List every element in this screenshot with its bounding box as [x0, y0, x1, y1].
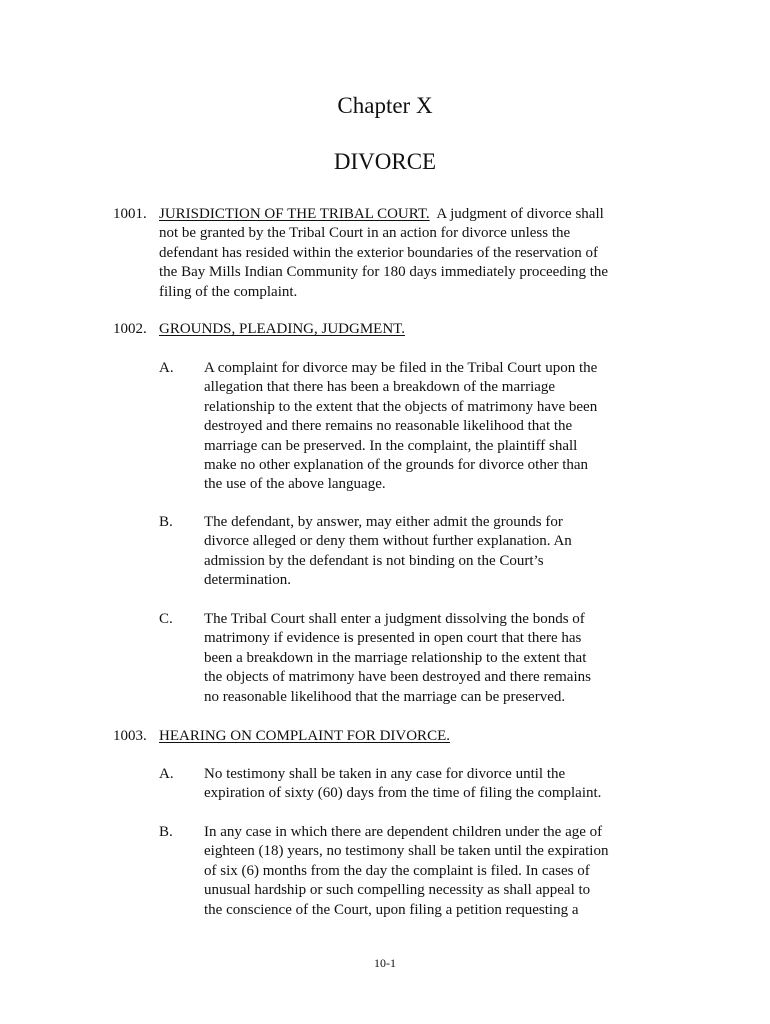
section-1001-body: [159, 205, 664, 302]
paragraph-line: allegation that there has been a breakdown of the marriage: [204, 379, 556, 396]
page-number: 10-1: [374, 956, 396, 970]
section-1001-line: defendant has resided within the exterior boundaries of the reservation of: [159, 244, 599, 261]
paragraph-1002-b: [204, 513, 664, 591]
paragraph-line: The Tribal Court shall enter a judgment dissolving the bonds of: [204, 611, 585, 627]
paragraph-line: destroyed and there remains no reasonable likelihood that the: [204, 418, 573, 435]
paragraph-line: admission by the defendant is not binding on the Court’s: [204, 552, 544, 569]
paragraph-line: expiration of sixty (60) days from the time of filing the complaint.: [204, 785, 602, 802]
chapter-subtitle: DIVORCE: [333, 149, 437, 174]
section-1001-line: not be granted by the Tribal Court in an action for divorce unless the: [159, 225, 571, 242]
paragraph-1002-c: [204, 610, 664, 707]
paragraph-1002-a: [204, 359, 664, 495]
section-heading-1003: HEARING ON COMPLAINT FOR DIVORCE.: [159, 728, 450, 744]
section-1001-line: JURISDICTION OF THE TRIBAL COURT. A judgment of divorce shall: [159, 206, 604, 222]
paragraph-line: make no other explanation of the grounds for divorce other than: [204, 457, 589, 474]
paragraph-letter-1002-b: B.: [159, 514, 173, 530]
paragraph-line: A complaint for divorce may be filed in the Tribal Court upon the: [204, 360, 598, 376]
paragraph-line: matrimony if evidence is presented in open court that there has: [204, 630, 582, 647]
paragraph-line: unusual hardship or such compelling necessity as shall appeal to: [204, 882, 591, 899]
paragraph-line: In any case in which there are dependent children under the age of: [204, 824, 603, 840]
section-1001-line: filing of the complaint.: [159, 283, 298, 300]
paragraph-line: the use of the above language.: [204, 476, 386, 493]
paragraph-line: eighteen (18) years, no testimony shall be taken until the expiration: [204, 843, 609, 860]
paragraph-1003-b: [204, 823, 664, 920]
paragraph-line: The defendant, by answer, may either admit the grounds for: [204, 514, 563, 530]
paragraph-letter-1002-a: A.: [159, 360, 174, 376]
section-1002-heading-row: [159, 320, 664, 339]
section-number-1003: 1003.: [113, 728, 147, 744]
section-heading-1001: JURISDICTION OF THE TRIBAL COURT.: [159, 206, 430, 222]
chapter-title: Chapter X: [337, 93, 433, 118]
section-1003-heading-row: [159, 727, 664, 746]
paragraph-1003-a: [204, 765, 664, 804]
paragraph-line: the conscience of the Court, upon filing a petition requesting a: [204, 901, 579, 918]
paragraph-line: the objects of matrimony have been destroyed and there remains: [204, 669, 591, 686]
section-heading-1002: GROUNDS, PLEADING, JUDGMENT.: [159, 321, 405, 337]
paragraph-line: divorce alleged or deny them without further explanation. An: [204, 533, 572, 550]
paragraph-line: of six (6) months from the day the complaint is filed. In cases of: [204, 862, 590, 879]
paragraph-line: relationship to the extent that the objects of matrimony have been: [204, 398, 598, 415]
paragraph-line: been a breakdown in the marriage relationship to the extent that: [204, 649, 587, 666]
paragraph-line: marriage can be preserved. In the complaint, the plaintiff shall: [204, 437, 578, 454]
paragraph-line: no reasonable likelihood that the marriage can be preserved.: [204, 688, 566, 705]
paragraph-letter-1003-b: B.: [159, 824, 173, 840]
paragraph-line: determination.: [204, 572, 292, 589]
section-number-1001: 1001.: [113, 206, 147, 222]
section-number-1002: 1002.: [113, 321, 147, 337]
paragraph-letter-1002-c: C.: [159, 611, 173, 627]
paragraph-line: No testimony shall be taken in any case for divorce until the: [204, 766, 566, 782]
paragraph-letter-1003-a: A.: [159, 766, 174, 782]
section-1001-line: the Bay Mills Indian Community for 180 days immediately proceeding the: [159, 264, 609, 281]
